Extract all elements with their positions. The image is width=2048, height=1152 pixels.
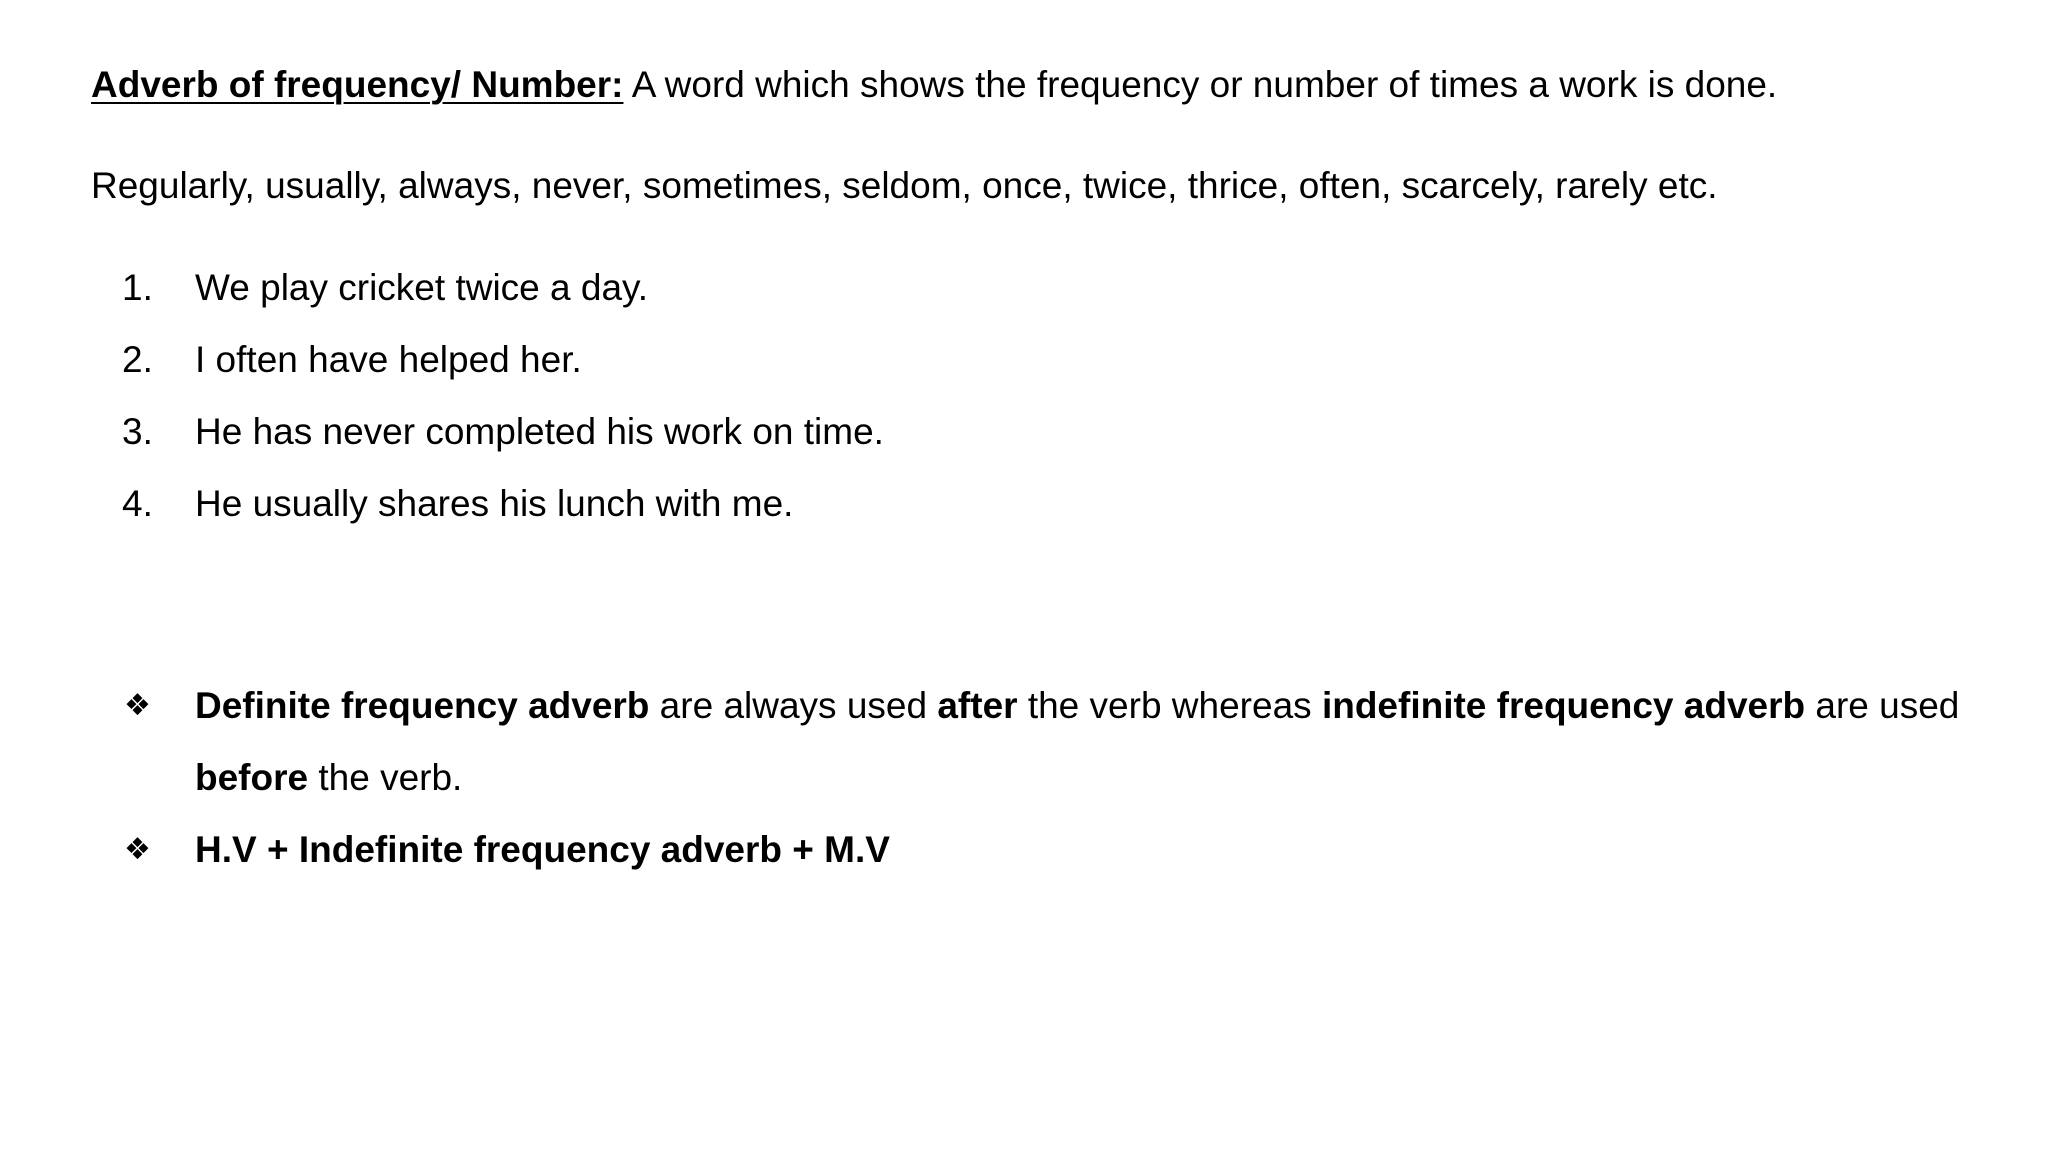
- diamond-bullet-icon: ❖: [124, 688, 151, 723]
- definition-text: A word which shows the frequency or number of times a work is done.: [623, 64, 1778, 105]
- definition-line: [91, 63, 1777, 107]
- frequency-words-list: Regularly, usually, always, never, sometimes, seldom, once, twice, thrice, often, scarcely, rarely etc.: [91, 165, 1718, 206]
- example-number: 1.: [122, 267, 153, 308]
- rule-formula: H.V + Indefinite frequency adverb + M.V: [195, 829, 890, 870]
- example-text: I often have helped her.: [195, 339, 582, 380]
- example-number: 3.: [122, 411, 153, 452]
- example-text: He usually shares his lunch with me.: [195, 483, 794, 524]
- diamond-bullet-icon: ❖: [124, 832, 151, 867]
- example-number: 4.: [122, 483, 153, 524]
- rule-text: Definite frequency adverb are always used after the verb whereas indefinite frequency adverb are used before the verb.: [195, 685, 1960, 798]
- example-text: We play cricket twice a day.: [195, 267, 649, 308]
- example-number: 2.: [122, 339, 153, 380]
- definition-term: Adverb of frequency/ Number:: [91, 64, 624, 105]
- example-text: He has never completed his work on time.: [195, 411, 884, 452]
